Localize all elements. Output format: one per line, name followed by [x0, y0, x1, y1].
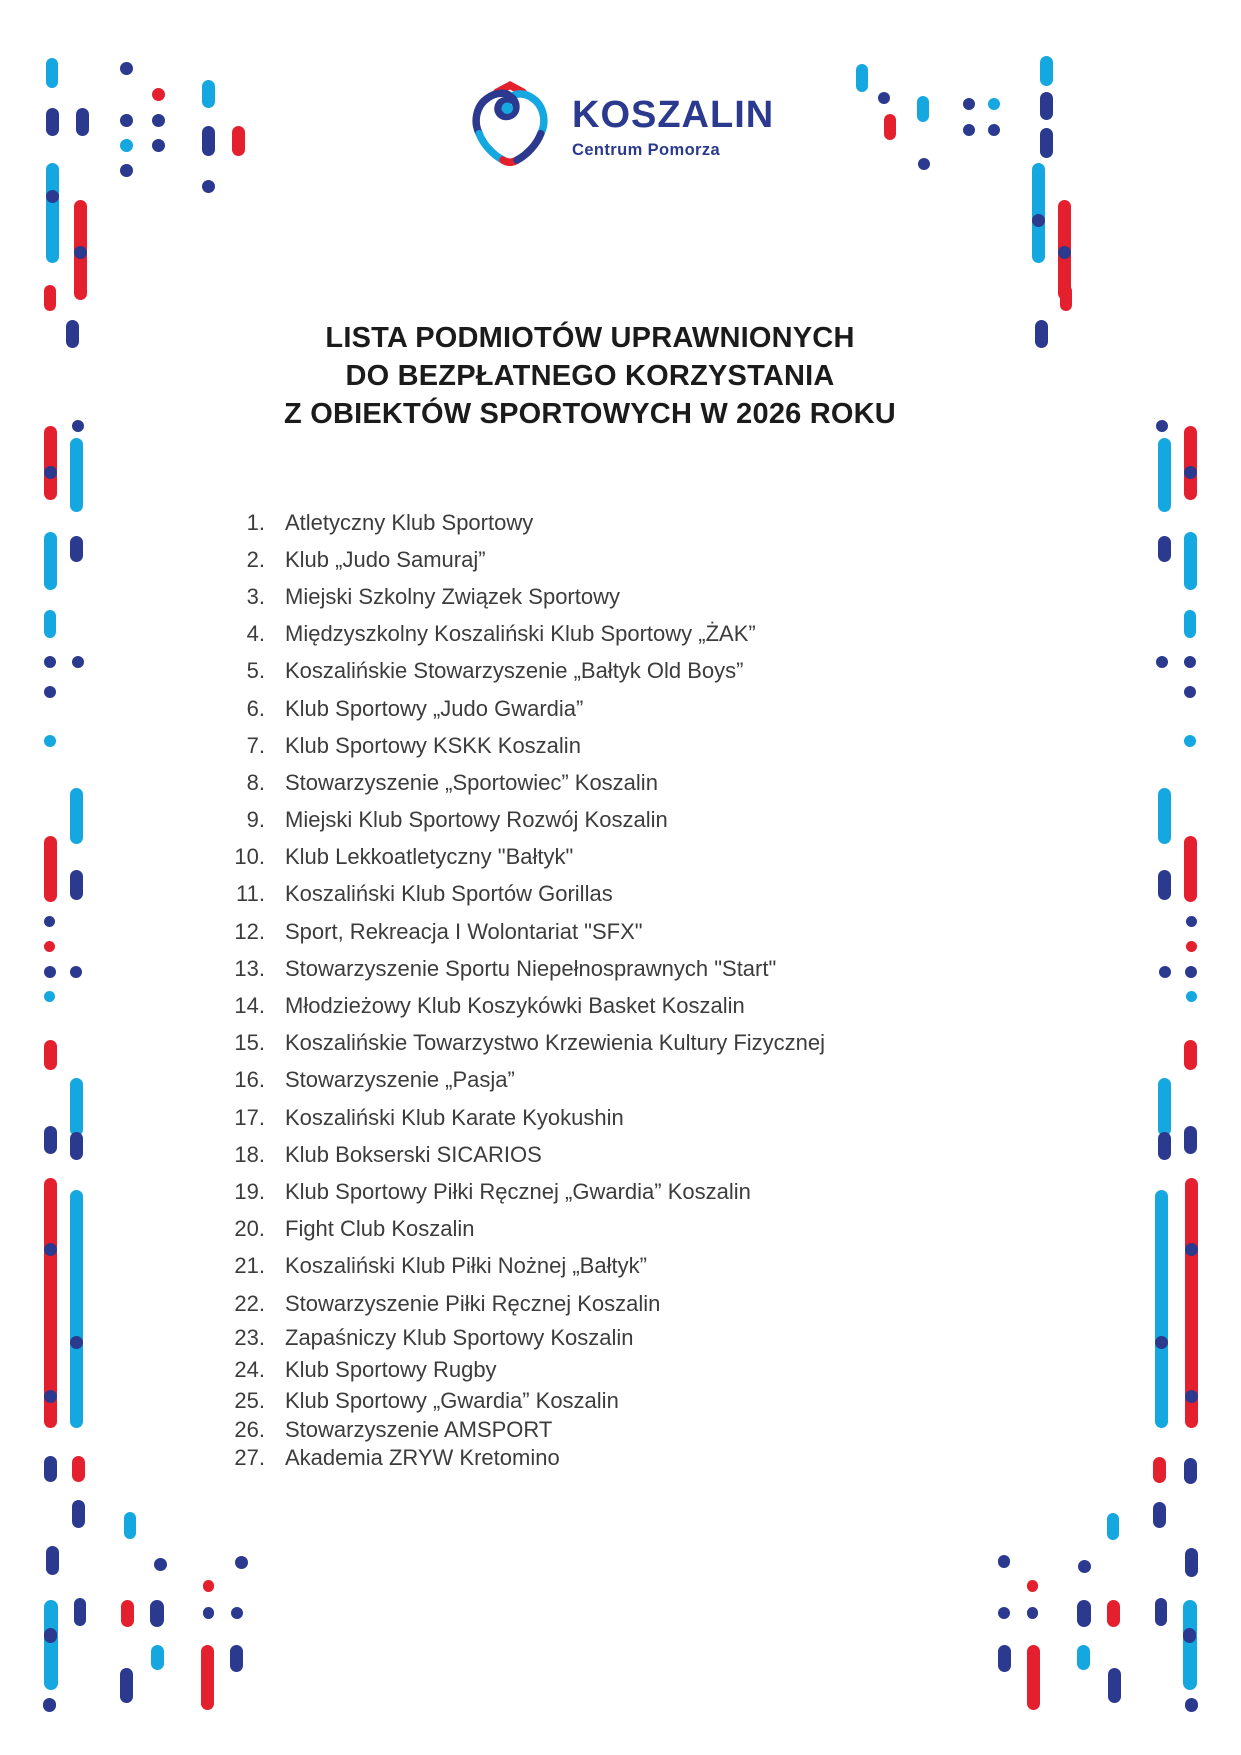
list-item [175, 764, 825, 801]
decor-bar [884, 114, 896, 140]
decor-dot [1183, 1628, 1196, 1643]
list-item-name: Koszalińskie Stowarzyszenie „Bałtyk Old Boys” [285, 658, 744, 684]
list-item-name: Koszalińskie Towarzystwo Krzewienia Kultury Fizycznej [285, 1030, 826, 1056]
decor-bar [44, 1126, 57, 1154]
list-item [175, 1025, 825, 1062]
decor-dot [120, 62, 133, 75]
list-item [175, 1248, 825, 1285]
decor-bar [70, 1190, 83, 1428]
decor-dot [203, 1607, 214, 1619]
decor-bar [202, 126, 215, 156]
decor-dot [1156, 420, 1168, 432]
decor-dot [235, 1556, 248, 1569]
list-item-number: 19. [234, 1178, 265, 1204]
decor-bar [44, 1456, 57, 1482]
decor-dot [1078, 1560, 1091, 1573]
list-item-number: 14. [234, 993, 265, 1019]
decor-bar [230, 1645, 243, 1672]
decor-dot [1156, 656, 1168, 668]
decor-bar [1184, 1040, 1197, 1070]
decor-bar [1040, 128, 1053, 158]
list-item-name: Stowarzyszenie Sportu Niepełnosprawnych "Start" [285, 955, 777, 981]
list-item-number: 21. [234, 1253, 265, 1279]
decor-dot [878, 92, 890, 104]
decor-bar [1107, 1513, 1119, 1540]
decor-bar [1108, 1668, 1121, 1703]
list-item [175, 504, 825, 541]
decor-bar [70, 536, 83, 562]
list-item [175, 690, 825, 727]
decor-dot [1186, 941, 1197, 952]
decor-dot [44, 466, 57, 479]
list-item-name: Miejski Klub Sportowy Rozwój Koszalin [285, 807, 668, 833]
list-item [175, 1415, 825, 1444]
list-item-number: 23. [234, 1325, 265, 1351]
decor-bar [151, 1645, 164, 1670]
decor-bar [1185, 1548, 1198, 1577]
decor-bar [232, 126, 245, 156]
decor-dot [154, 1558, 167, 1571]
decor-bar [46, 58, 58, 88]
list-item-number: 16. [234, 1067, 265, 1093]
list-item-name: Koszaliński Klub Piłki Nożnej „Bałtyk” [285, 1253, 647, 1279]
list-item-name: Młodzieżowy Klub Koszykówki Basket Koszalin [285, 993, 745, 1019]
decor-dot [44, 1390, 57, 1403]
decor-dot [43, 1698, 56, 1712]
decor-dot [152, 88, 165, 101]
list-item [175, 987, 825, 1024]
list-item [175, 727, 825, 764]
decor-bar [44, 285, 56, 311]
list-item-name: Klub Bokserski SICARIOS [285, 1141, 542, 1167]
list-item-name: Koszaliński Klub Karate Kyokushin [285, 1104, 624, 1130]
decor-dot [152, 139, 165, 152]
list-item [175, 1211, 825, 1248]
decor-bar [120, 1668, 133, 1703]
decor-dot [1185, 1390, 1198, 1403]
list-item-name: Klub Lekkoatletyczny "Bałtyk" [285, 844, 574, 870]
list-item [175, 1136, 825, 1173]
list-item [175, 950, 825, 987]
decor-dot [1159, 966, 1171, 978]
list-item-name: Miejski Szkolny Związek Sportowy [285, 583, 620, 609]
list-item [175, 1322, 825, 1354]
list-item-name: Akademia ZRYW Kretomino [285, 1445, 560, 1471]
decor-bar [1153, 1457, 1166, 1483]
list-item [175, 1173, 825, 1210]
decor-bar [44, 1600, 58, 1690]
decor-dot [44, 1628, 57, 1643]
decor-bar [1027, 1645, 1040, 1710]
decor-bar [70, 438, 83, 512]
list-item-name: Klub Sportowy Rugby [285, 1357, 497, 1383]
title-line-1: LISTA PODMIOTÓW UPRAWNIONYCH [325, 322, 855, 354]
decor-dot [1185, 966, 1197, 978]
list-item-name: Klub Sportowy „Gwardia” Koszalin [285, 1387, 619, 1413]
decor-bar [1077, 1600, 1091, 1627]
list-item-name: Klub Sportowy KSKK Koszalin [285, 732, 581, 758]
decor-bar [124, 1512, 136, 1539]
decor-bar [1155, 1190, 1168, 1428]
list-item-number: 10. [234, 844, 265, 870]
koszalin-shield-icon [466, 80, 554, 168]
decor-bar [70, 788, 83, 844]
list-item [175, 876, 825, 913]
decor-dot [988, 98, 1000, 110]
decor-dot [1184, 656, 1196, 668]
title-line-2: DO BEZPŁATNEGO KORZYSTANIA [345, 360, 835, 392]
logo-text [572, 96, 774, 160]
decor-bar [70, 1078, 83, 1136]
decor-bar [1158, 788, 1171, 844]
decor-dot [998, 1555, 1010, 1568]
document-title [30, 319, 1150, 433]
list-item-number: 7. [246, 732, 265, 758]
decor-bar [201, 1645, 214, 1710]
list-item-number: 9. [246, 807, 265, 833]
decor-dot [1027, 1580, 1038, 1592]
decor-bar [1158, 870, 1171, 900]
list-item-number: 13. [234, 955, 265, 981]
list-item-name: Fight Club Koszalin [285, 1216, 475, 1242]
decor-bar [1158, 536, 1171, 562]
list-item-number: 1. [246, 509, 265, 535]
decor-bar [1155, 1598, 1167, 1626]
decor-bar [70, 1132, 83, 1160]
decor-dot [231, 1607, 243, 1619]
list-item-number: 6. [246, 695, 265, 721]
decor-dot [963, 98, 975, 110]
decor-dot [72, 656, 84, 668]
decor-dot [44, 735, 56, 747]
decor-dot [202, 180, 215, 193]
decor-dot [1058, 246, 1071, 259]
decor-bar [72, 1456, 85, 1482]
decor-bar [72, 1500, 85, 1528]
decor-dot [1184, 466, 1197, 479]
list-item-number: 8. [246, 769, 265, 795]
list-item-name: Klub Sportowy „Judo Gwardia” [285, 695, 584, 721]
list-item-name: Klub „Judo Samuraj” [285, 546, 486, 572]
decor-bar [46, 163, 59, 263]
decor-bar [1040, 92, 1053, 120]
list-item-name: Stowarzyszenie „Pasja” [285, 1067, 515, 1093]
decor-bar [1184, 1126, 1197, 1154]
decor-bar [856, 64, 868, 92]
list-item-number: 20. [234, 1216, 265, 1242]
list-item-number: 25. [234, 1387, 265, 1413]
list-item [175, 1099, 825, 1136]
decor-dot [918, 158, 930, 170]
decor-bar [1153, 1502, 1166, 1528]
decor-dot [998, 1607, 1010, 1619]
decor-bar [44, 426, 57, 500]
list-item-name: Klub Sportowy Piłki Ręcznej „Gwardia” Koszalin [285, 1178, 751, 1204]
decor-bar [1077, 1645, 1090, 1670]
list-item-number: 27. [234, 1445, 265, 1471]
decor-bar [46, 1546, 59, 1575]
list-item-number: 2. [246, 546, 265, 572]
decor-bar [1107, 1600, 1120, 1627]
list-item [175, 578, 825, 615]
list-item-name: Stowarzyszenie „Sportowiec” Koszalin [285, 769, 658, 795]
decor-bar [150, 1600, 164, 1627]
title-line-3: Z OBIEKTÓW SPORTOWYCH W 2026 ROKU [284, 398, 896, 430]
decor-bar [1158, 438, 1171, 512]
decor-dot [120, 139, 133, 152]
decor-dot [1186, 916, 1197, 927]
decor-bar [1158, 1132, 1171, 1160]
list-item-number: 17. [234, 1104, 265, 1130]
list-item-number: 12. [234, 918, 265, 944]
decor-dot [44, 941, 55, 952]
decor-dot [44, 966, 56, 978]
list-item-number: 15. [234, 1030, 265, 1056]
decor-dot [44, 1243, 57, 1256]
decor-dot [1155, 1336, 1168, 1349]
decor-bar [1184, 836, 1197, 902]
decor-bar [74, 1598, 86, 1626]
list-item [175, 913, 825, 950]
decor-bar [44, 836, 57, 902]
list-item [175, 1386, 825, 1415]
decor-bar [121, 1600, 134, 1627]
list-item-number: 26. [234, 1416, 265, 1442]
list-item-number: 4. [246, 621, 265, 647]
decor-bar [1158, 1078, 1171, 1136]
decor-dot [1185, 1698, 1198, 1712]
decor-bar [70, 870, 83, 900]
decor-bar [1060, 285, 1072, 311]
list-item-name: Stowarzyszenie Piłki Ręcznej Koszalin [285, 1290, 661, 1316]
list-item-name: Międzyszkolny Koszaliński Klub Sportowy „ŻAK” [285, 621, 756, 647]
decor-dot [1185, 1243, 1198, 1256]
logo-brand-text: KOSZALIN [572, 94, 775, 136]
decor-dot [1184, 686, 1196, 698]
decor-bar [1184, 426, 1197, 500]
list-item-number: 11. [236, 881, 265, 907]
koszalin-logo [466, 80, 774, 168]
list-item [175, 1354, 825, 1386]
decor-bar [998, 1645, 1011, 1672]
decor-bar [1184, 1458, 1197, 1484]
decor-bar [1032, 163, 1045, 263]
list-item [175, 1062, 825, 1099]
list-item-name: Atletyczny Klub Sportowy [285, 509, 534, 535]
decor-dot [963, 124, 975, 136]
decor-bar [44, 1040, 57, 1070]
list-item [175, 1444, 825, 1472]
decor-dot [44, 686, 56, 698]
list-item [175, 1285, 825, 1322]
list-item-number: 18. [234, 1141, 265, 1167]
decor-bar [46, 108, 59, 136]
decor-dot [152, 114, 165, 127]
decor-bar [1183, 1600, 1197, 1690]
decor-dot [988, 124, 1000, 136]
list-item [175, 653, 825, 690]
list-item-name: Zapaśniczy Klub Sportowy Koszalin [285, 1325, 634, 1351]
list-item [175, 616, 825, 653]
list-item-number: 24. [234, 1357, 265, 1383]
decor-dot [1027, 1607, 1038, 1619]
decor-dot [44, 991, 55, 1002]
decor-dot [1184, 735, 1196, 747]
decor-bar [1184, 610, 1196, 638]
decor-bar [44, 610, 56, 638]
decor-dot [44, 916, 55, 927]
decor-dot [1032, 214, 1045, 227]
decor-bar [202, 80, 215, 108]
decor-dot [70, 1336, 83, 1349]
list-item [175, 802, 825, 839]
list-item [175, 541, 825, 578]
list-item-name: Sport, Rekreacja I Wolontariat "SFX" [285, 918, 643, 944]
decor-dot [70, 966, 82, 978]
decor-dot [74, 246, 87, 259]
decor-bar [917, 96, 929, 122]
decor-bar [1040, 56, 1053, 86]
decor-dot [120, 114, 133, 127]
decor-dot [203, 1580, 214, 1592]
decor-dot [46, 190, 59, 203]
list-item-number: 5. [246, 658, 265, 684]
decor-dot [120, 164, 133, 177]
list-item-number: 3. [246, 583, 265, 609]
decor-bar [1184, 532, 1197, 590]
decor-bar [44, 532, 57, 590]
entities-list [175, 504, 825, 1472]
list-item-name: Koszaliński Klub Sportów Gorillas [285, 881, 613, 907]
decor-dot [1186, 991, 1197, 1002]
decor-dot [44, 656, 56, 668]
decor-bar [76, 108, 89, 136]
list-item-name: Stowarzyszenie AMSPORT [285, 1416, 553, 1442]
list-item-number: 22. [234, 1290, 265, 1316]
logo-tagline: Centrum Pomorza [572, 141, 721, 159]
list-item [175, 839, 825, 876]
